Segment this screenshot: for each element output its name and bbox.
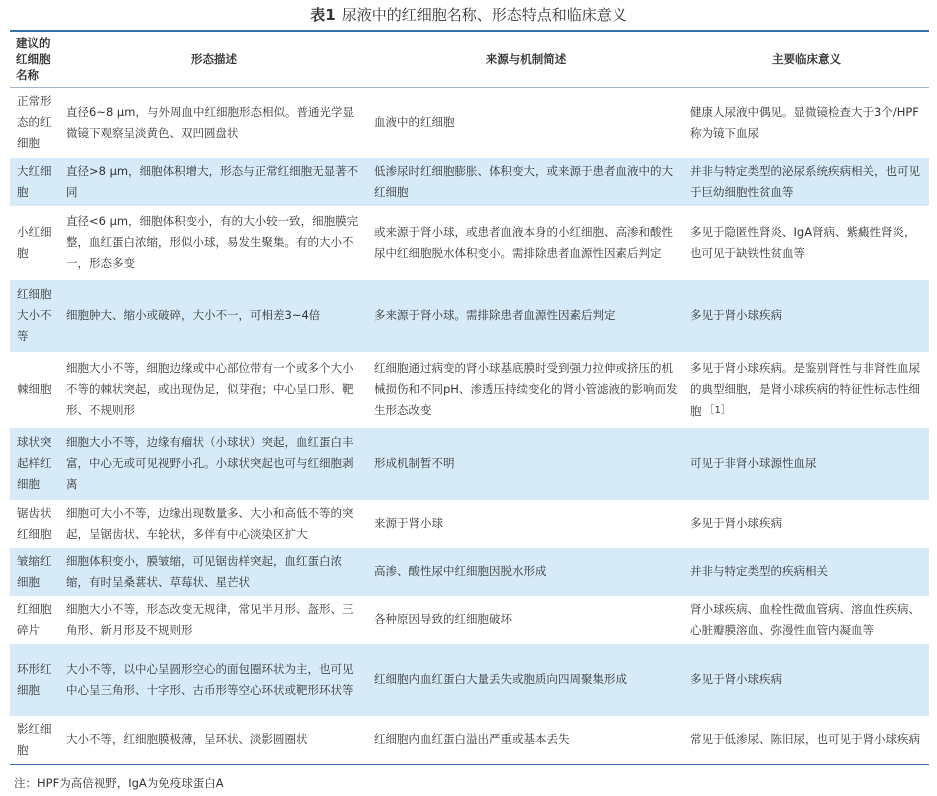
cell-name: 锯齿状红细胞 [10, 500, 60, 548]
table-caption [0, 2, 937, 28]
cell-name: 环形红细胞 [10, 644, 60, 716]
table-row [10, 548, 929, 596]
cell-morphology: 细胞大小不等，细胞边缘或中心部位带有一个或多个大小不等的棘状突起，或出现伪足，似芽孢；中心呈口形、靶形、不规则形 [60, 352, 368, 428]
cell-source: 血液中的红细胞 [368, 88, 684, 158]
cell-source: 红细胞内血红蛋白大量丢失或胞质向四周聚集形成 [368, 644, 684, 716]
header-row [10, 31, 929, 88]
cell-name: 红细胞碎片 [10, 596, 60, 644]
table-row [10, 280, 929, 352]
table-row [10, 158, 929, 206]
cell-morphology: 细胞肿大、缩小或破碎，大小不一，可相差3~4倍 [60, 280, 368, 352]
cell-name: 小红细胞 [10, 206, 60, 280]
cell-name: 皱缩红细胞 [10, 548, 60, 596]
header-source: 来源与机制简述 [485, 52, 567, 66]
cell-significance: 并非与特定类型的泌尿系统疾病相关，也可见于巨幼细胞性贫血等 [684, 158, 929, 206]
cell-name: 球状突起样红细胞 [10, 428, 60, 500]
cell-morphology: 直径6~8 μm，与外周血中红细胞形态相似。普通光学显微镜下观察呈淡黄色、双凹圆盘状 [60, 88, 368, 158]
cell-significance: 健康人尿液中偶见。显微镜检查大于3个/HPF称为镜下血尿 [684, 88, 929, 158]
cell-morphology: 直径>8 μm，细胞体积增大，形态与正常红细胞无显著不同 [60, 158, 368, 206]
table-row [10, 716, 929, 764]
significance-text: 多见于肾小球疾病。是鉴别肾性与非肾性血尿的典型细胞，是肾小球疾病的特征性标志性细胞 [690, 360, 920, 418]
table-row [10, 428, 929, 500]
cell-source: 各种原因导致的红细胞破坏 [368, 596, 684, 644]
cell-source: 红细胞内血红蛋白溢出严重或基本丢失 [368, 716, 684, 764]
cell-source: 形成机制暂不明 [368, 428, 684, 500]
cell-source: 低渗尿时红细胞膨胀、体积变大，或来源于患者血液中的大红细胞 [368, 158, 684, 206]
cell-significance [684, 352, 929, 428]
cell-significance: 多见于肾小球疾病 [684, 280, 929, 352]
cell-significance: 并非与特定类型的疾病相关 [684, 548, 929, 596]
table-title: 尿液中的红细胞名称、形态特点和临床意义 [341, 6, 627, 24]
cell-source: 红细胞通过病变的肾小球基底膜时受到强力拉伸或挤压的机械损伤和不同pH、渗透压持续变化的肾小管滤液的影响而发生形态改变 [368, 352, 684, 428]
cell-significance: 肾小球疾病、血栓性微血管病、溶血性疾病、心脏瓣膜溶血、弥漫性血管内凝血等 [684, 596, 929, 644]
table-row [10, 596, 929, 644]
cell-source: 高渗、酸性尿中红细胞因脱水形成 [368, 548, 684, 596]
cell-morphology: 直径<6 μm，细胞体积变小，有的大小较一致，细胞膜完整，血红蛋白浓缩，形似小球，易发生聚集。有的大小不一，形态多变 [60, 206, 368, 280]
rbc-table [10, 31, 929, 764]
table-bottom-rule [10, 764, 929, 765]
cell-morphology: 细胞体积变小，膜皱缩，可见锯齿样突起，血红蛋白浓缩，有时呈桑葚状、草莓状、星芒状 [60, 548, 368, 596]
cell-morphology: 大小不等，以中心呈圆形空心的面包圈环状为主，也可见中心呈三角形、十字形、古币形等空心环状或靶形环状等 [60, 644, 368, 716]
cell-name: 红细胞大小不等 [10, 280, 60, 352]
cell-morphology: 细胞大小不等，边缘有瘤状（小球状）突起，血红蛋白丰富，中心无或可见视野小孔。小球状突起也可与红细胞剥离 [60, 428, 368, 500]
cell-significance: 多见于隐匿性肾炎、IgA肾病、紫癜性肾炎，也可见于缺铁性贫血等 [684, 206, 929, 280]
cell-source: 来源于肾小球 [368, 500, 684, 548]
cell-significance: 多见于肾小球疾病 [684, 500, 929, 548]
table-row [10, 352, 929, 428]
cell-name: 影红细胞 [10, 716, 60, 764]
cell-significance: 多见于肾小球疾病 [684, 644, 929, 716]
table-note: 注：HPF为高倍视野，IgA为免疫球蛋白A [14, 776, 224, 790]
cell-morphology: 大小不等，红细胞膜极薄，呈环状、淡影圆圈状 [60, 716, 368, 764]
cell-significance: 可见于非肾小球源性血尿 [684, 428, 929, 500]
table-row [10, 644, 929, 716]
cell-name: 棘细胞 [10, 352, 60, 428]
cell-name: 大红细胞 [10, 158, 60, 206]
cell-significance: 常见于低渗尿、陈旧尿，也可见于肾小球疾病 [684, 716, 929, 764]
table-row [10, 500, 929, 548]
table-label: 表1 [310, 6, 336, 24]
cell-source: 多来源于肾小球。需排除患者血源性因素后判定 [368, 280, 684, 352]
table-row [10, 88, 929, 158]
cell-morphology: 细胞可大小不等，边缘出现数量多、大小和高低不等的突起，呈锯齿状、车轮状，多伴有中心淡染区扩大 [60, 500, 368, 548]
reference-marker[interactable]: ［1］ [704, 404, 731, 416]
cell-morphology: 细胞大小不等，形态改变无规律，常见半月形、盔形、三角形、新月形及不规则形 [60, 596, 368, 644]
cell-name: 正常形态的红细胞 [10, 88, 60, 158]
header-significance: 主要临床意义 [772, 52, 841, 66]
cell-source: 或来源于肾小球，或患者血液本身的小红细胞、高渗和酸性尿中红细胞脱水体积变小。需排除患者血源性因素后判定 [368, 206, 684, 280]
header-name: 建议的红细胞名称 [16, 36, 51, 82]
header-morphology: 形态描述 [191, 52, 237, 66]
table-row [10, 206, 929, 280]
